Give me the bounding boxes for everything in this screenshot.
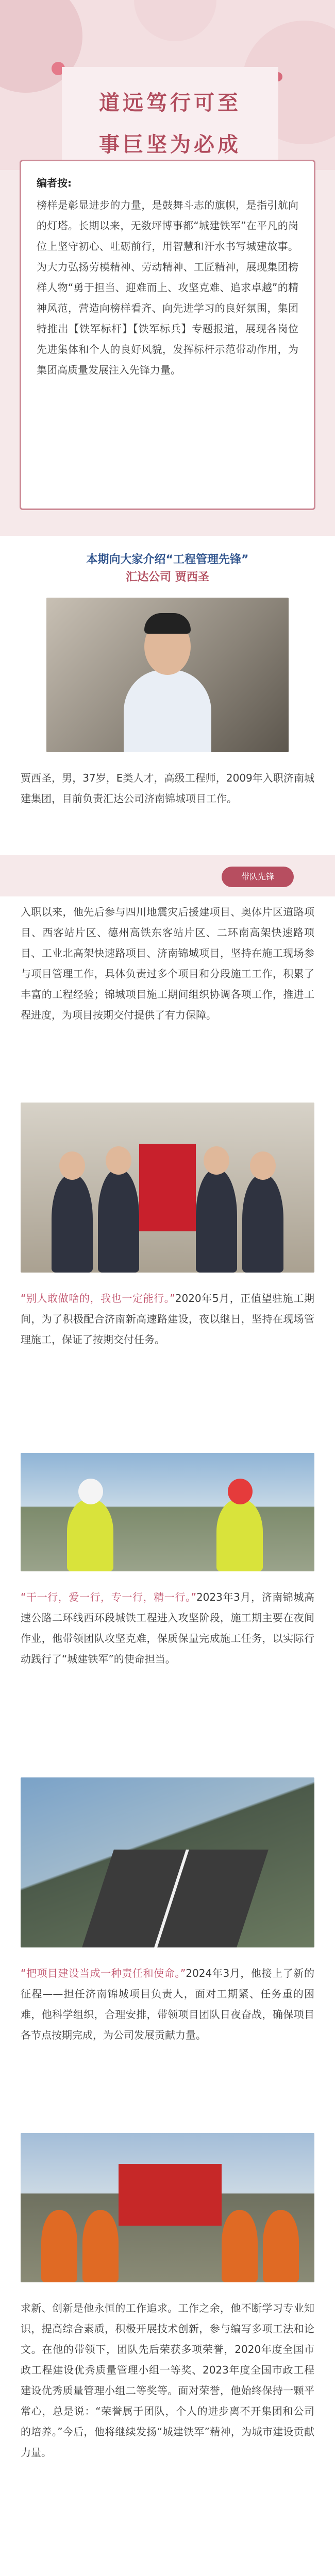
worker-figure (82, 2210, 119, 2282)
story-quote-2 (21, 1587, 314, 1669)
quote-1-rest: 2020年5月，正值望驻施工期间，为了积极配合济南新高速路建设，夜以继日，坚持在现场管理施工，保证了按期交付任务。 (21, 1292, 314, 1346)
intro-bio: 贾西圣，男，37岁，E类人才，高级工程师，2009年入职济南城建集团，目前负责汇达公司济南锦城项目工作。 (21, 772, 314, 805)
title-banner (62, 67, 278, 175)
intro-title-line-1: 本期向大家介绍“工程管理先锋” (86, 553, 249, 566)
person-figure (196, 1170, 237, 1273)
quote-2-rest: 2023年3月，济南锦城高速公路二环线西环段城铁工程进入攻坚阶段，施工期主要在夜间作业，他带领团队攻坚克难，保质保量完成施工任务，以实际行动践行了“城建铁军”的使命担当。 (21, 1591, 314, 1665)
red-banner (139, 1144, 196, 1231)
editor-note-heading: 编者按: (37, 177, 72, 189)
ribbon-label: 带队先锋 (222, 867, 294, 887)
helmet (78, 1479, 103, 1504)
quote-2-lead: “干一行，爱一行，专一行，精一行。” (21, 1591, 196, 1603)
section-ribbon (0, 867, 335, 890)
editor-note-body: 榜样是彰显进步的力量，是鼓舞斗志的旗帜，是指引航向的灯塔。长期以来，无数坪博事都“城建铁军”在平凡的岗位上坚守初心、吐砺前行，用智慧和汗水书写城建故事。为大力弘扬劳模精神、劳动精神、工匠精神，展现集团榜样人物“勇于担当、迎难而上、攻坚克难、追求卓越”的精神风范，营造向榜样看齐、向先进学习的良好氛围，集团特推出【铁军标杆】【铁军标兵】专题报道，展现各岗位先进集体和个人的良好风貌，发挥标杆示范带动作用，为集团高质量发展注入先锋力量。 (37, 199, 298, 376)
person-figure (124, 670, 211, 752)
worker-figure (222, 2210, 258, 2282)
worker-vest (216, 1499, 263, 1571)
person-head (106, 1146, 131, 1175)
intro-title-line-2: 汇达公司 贾西圣 (126, 571, 209, 584)
road-surface (82, 1850, 269, 1947)
person-head (59, 1151, 85, 1180)
title-line-1: 道远笃行可至 (99, 91, 241, 115)
intro-title (0, 551, 335, 586)
person-figure (52, 1175, 93, 1273)
group-photo-banner (21, 1103, 314, 1273)
editor-note-box (20, 160, 315, 510)
helmet (228, 1479, 253, 1504)
person-figure (98, 1170, 139, 1273)
portrait-photo (46, 598, 289, 752)
decor-blob (134, 0, 216, 41)
story-paragraph-end: 求新、创新是他永恒的工作追求。工作之余，他不断学习专业知识，提高综合素质，积极开展技术创新，参与编写多项工法和论文。在他的带领下，团队先后荣获多项荣誉，2020年度全国市政工程建设优秀质量管理小组一等奖、2023年度全国市政工程建设优秀质量管理小组二等奖等。面对荣誉，他始终保持一颗平常心，总是说：“荣誉属于团队，个人的进步离不开集团和公司的培养。”今后，他将继续发扬“城建铁军”精神，为城市建设贡献力量。 (21, 2302, 314, 2459)
story-section (0, 896, 335, 2576)
title-line-2: 事巨坚为必成 (99, 132, 241, 157)
worker-vest (67, 1499, 113, 1571)
person-figure (242, 1175, 283, 1273)
person-head (204, 1146, 229, 1175)
intro-section (0, 536, 335, 855)
quote-1-lead: “别人敢做啥的，我也一定能行。” (21, 1292, 175, 1304)
story-paragraph-1: 入职以来，他先后参与四川地震灾后援建项目、奥体片区道路项目、西客站片区、德州高铁东客站片区、二环南高架快速路项目、工业北高架快速路项目、济南锦城项目，坚持在施工现场参与项目管理工作，具体负责过多个项目和分段施工工作，积累了丰富的工程经验；锦城项目施工期间组织协调各项工作，推进工程进度，为项目按期交付提供了有力保障。 (21, 906, 314, 1021)
hair (144, 613, 191, 634)
person-head (250, 1151, 276, 1180)
worker-figure (263, 2210, 299, 2282)
story-quote-1 (21, 1288, 314, 1350)
quote-3-rest: 2024年3月，他接上了新的征程——担任济南锦城项目负责人，面对工期紧、任务重的困难，他科学组织，合理安排，带领项目团队日夜奋战，确保项目各节点按期完成，为公司发展贡献力量。 (21, 1967, 314, 2041)
worksite-photo-1 (21, 1453, 314, 1571)
quote-3-lead: “把项目建设当成一种责任和使命。” (21, 1967, 186, 1979)
team-flag (119, 2164, 222, 2226)
worker-figure (41, 2210, 77, 2282)
story-quote-3 (21, 1963, 314, 2045)
road-aerial-photo (21, 1777, 314, 1947)
team-flag-photo (21, 2133, 314, 2282)
